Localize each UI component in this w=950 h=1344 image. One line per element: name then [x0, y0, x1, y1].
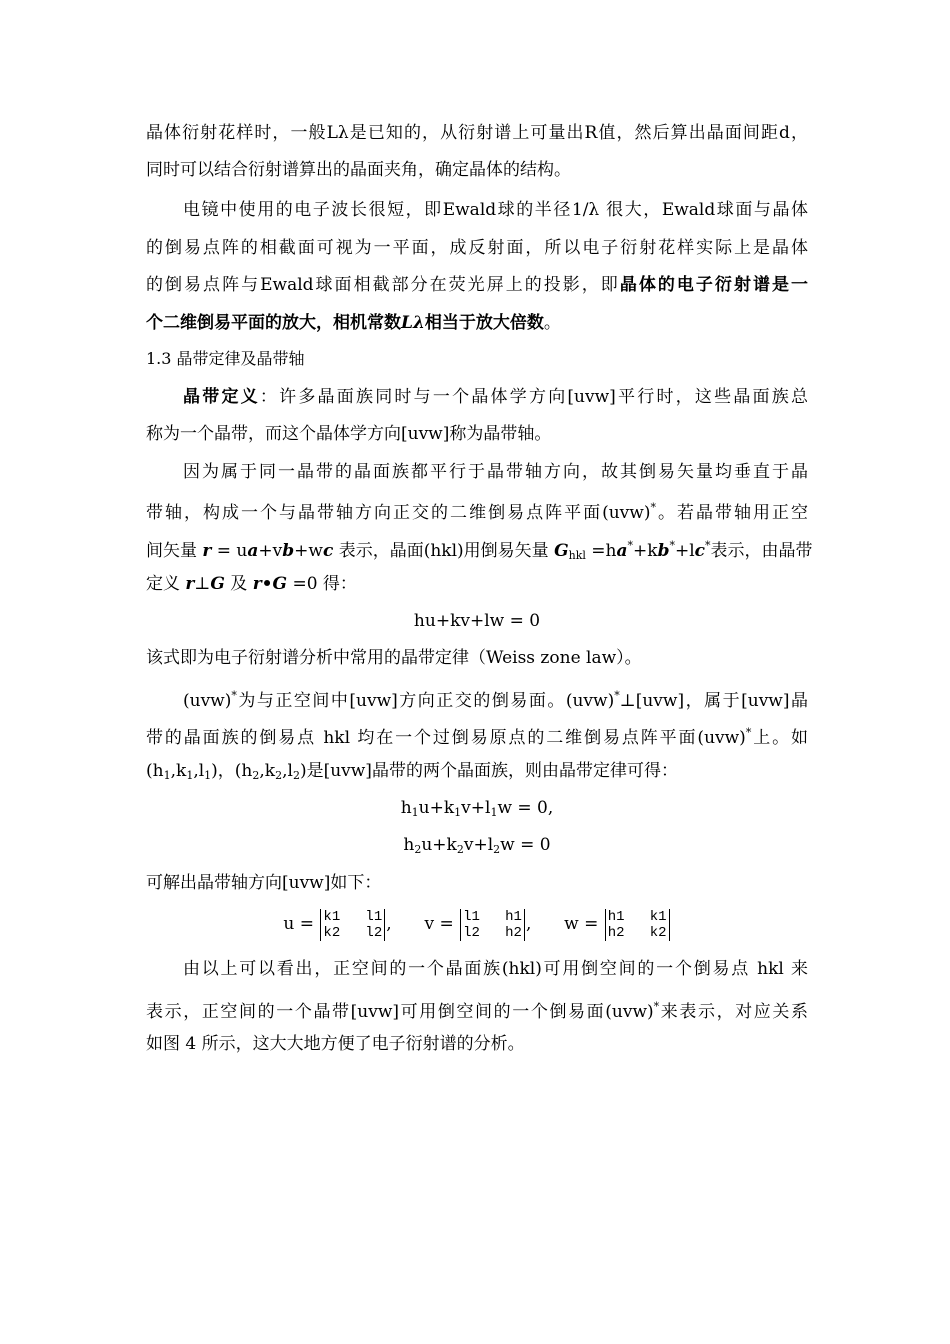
text-span: 为与正空间中[uvw]方向正交的倒易面。(uvw)	[236, 691, 615, 711]
paragraph-line	[146, 722, 808, 749]
text-span: 定义	[146, 574, 186, 594]
text-span: w = 0	[500, 835, 551, 855]
paragraph-line	[183, 386, 808, 408]
equation	[146, 797, 808, 824]
text-span: )，(h	[211, 761, 253, 781]
paragraph-line: 电镜中使用的电子波长很短，即Ewald球的半径1/λ 很大，Ewald球面与晶体	[183, 200, 808, 220]
vector-symbol: a	[247, 541, 259, 561]
paragraph-line: 因为属于同一晶带的晶面族都平行于晶带轴方向，故其倒易矢量均垂直于晶	[183, 462, 808, 482]
text-span: 来表示，对应关系	[659, 1002, 808, 1022]
text-span: v+l	[463, 835, 494, 855]
paragraph-line: 如图 4 所示，这大大地方便了电子衍射谱的分析。	[146, 1034, 525, 1054]
vector-symbol: r	[185, 574, 195, 594]
det-label: w =	[564, 914, 599, 934]
det-label: u =	[283, 914, 315, 934]
text-span: ,l	[282, 761, 293, 781]
paragraph-line	[146, 760, 808, 787]
text-span: 。	[543, 313, 561, 333]
superscript: *	[650, 501, 656, 514]
bold-text: 晶带定义	[183, 387, 260, 407]
text-span: 间矢量	[146, 541, 203, 561]
text-span: ⊥	[194, 574, 211, 594]
superscript: *	[745, 726, 752, 739]
paragraph-line: 的倒易点阵的相截面可视为一平面，成反射面，所以电子衍射花样实际上是晶体	[146, 238, 808, 258]
equation: hu+kv+lw = 0	[413, 611, 541, 631]
text-span: 带的晶面族的倒易点 hkl 均在一个过倒易原点的二维倒易点阵平面(uvw)	[146, 728, 746, 748]
det-row: k1 l1	[323, 908, 383, 925]
text-span: +l	[674, 541, 695, 561]
superscript: *	[653, 1000, 660, 1013]
vector-symbol: a	[616, 541, 628, 561]
det-row: l2 h2	[463, 924, 522, 941]
det-row: h1 k1	[607, 908, 667, 925]
subscript: 1	[411, 806, 419, 819]
bold-text: 个二维倒易平面的放大，相机常数	[146, 313, 401, 333]
text-span: h	[400, 798, 412, 818]
paragraph-line	[183, 685, 808, 712]
text-span: u+k	[418, 798, 455, 818]
comma: ,	[525, 914, 532, 934]
paragraph-line	[146, 535, 813, 567]
subscript: 2	[456, 843, 464, 856]
vector-symbol: r•G	[252, 574, 288, 594]
vector-symbol: r	[202, 541, 212, 561]
subscript: 2	[414, 843, 422, 856]
text-span: +k	[633, 541, 658, 561]
vector-symbol: b	[657, 541, 670, 561]
text-span: ：许多晶面族同时与一个晶体学方向[uvw]平行时，这些晶面族总	[259, 387, 808, 407]
text-span: (h	[146, 761, 164, 781]
determinant-v	[460, 909, 525, 941]
text-span: 表示，晶面(hkl)用倒易矢量	[333, 541, 555, 561]
text-span: )是[uvw]晶带的两个晶面族，则由晶带定律可得：	[299, 761, 678, 781]
determinant-u	[320, 909, 385, 941]
vector-symbol: G	[554, 541, 569, 561]
vector-symbol: c	[694, 541, 705, 561]
superscript: *	[231, 689, 237, 702]
paragraph-line: 由以上可以看出，正空间的一个晶面族(hkl)可用倒空间的一个倒易点 hkl 来	[183, 959, 808, 979]
text-span: v+l	[461, 798, 491, 818]
subscript: 1	[454, 806, 462, 819]
text-span: +w	[294, 541, 323, 561]
subscript: hkl	[568, 549, 586, 562]
subscript: 2	[493, 843, 501, 856]
text-span: ⊥[uvw]，属于[uvw]晶	[619, 691, 808, 711]
paragraph-line	[146, 274, 808, 296]
paragraph-line: 可解出晶带轴方向[uvw]如下：	[146, 873, 382, 893]
subscript: 1	[163, 769, 171, 782]
text-span: 。若晶带轴用正空	[655, 503, 808, 523]
section-heading: 1.3 晶带定律及晶带轴	[146, 349, 305, 368]
det-row: k2 l2	[323, 924, 383, 941]
text-span: w = 0,	[497, 798, 554, 818]
comma: ,	[386, 914, 392, 934]
text-span: ,k	[259, 761, 276, 781]
text-span: h	[403, 835, 415, 855]
vector-symbol: G	[210, 574, 225, 594]
paragraph-line	[146, 573, 808, 595]
text-span: 的倒易点阵与Ewald球面相截部分在荧光屏上的投影，即	[146, 275, 620, 295]
superscript: *	[669, 539, 675, 552]
text-span: 上。如	[751, 728, 808, 748]
bold-text: 相当于放大倍数	[424, 313, 544, 333]
superscript: *	[705, 539, 711, 552]
det-label: v =	[424, 914, 454, 934]
paragraph-line	[146, 312, 808, 334]
vector-symbol: b	[282, 541, 295, 561]
paragraph-line	[146, 996, 808, 1023]
superscript: *	[614, 689, 620, 702]
vector-symbol: c	[322, 541, 334, 561]
subscript: 1	[186, 769, 194, 782]
paragraph-line: 称为一个晶带，而这个晶体学方向[uvw]称为晶带轴。	[146, 424, 552, 444]
paragraph-line	[146, 497, 808, 524]
text-span: 及	[224, 574, 253, 594]
text-span: (uvw)	[183, 691, 232, 711]
text-span: ,k	[170, 761, 187, 781]
text-span: ,l	[193, 761, 205, 781]
det-row: l1 h1	[463, 908, 522, 925]
paragraph-line: 同时可以结合衍射谱算出的晶面夹角，确定晶体的结构。	[146, 160, 571, 180]
determinant-row	[146, 904, 808, 944]
determinant-w	[605, 909, 670, 941]
det-row: h2 k2	[607, 924, 667, 941]
text-span: 表示，正空间的一个晶带[uvw]可用倒空间的一个倒易面(uvw)	[146, 1002, 654, 1022]
subscript: 2	[275, 769, 283, 782]
superscript: *	[627, 539, 634, 552]
subscript: 2	[292, 769, 300, 782]
subscript: 1	[490, 806, 498, 819]
paragraph-line: 晶体衍射花样时，一般Lλ是已知的，从衍射谱上可量出R值，然后算出晶面间距d，	[146, 123, 808, 143]
text-span: +v	[258, 541, 283, 561]
equation	[146, 834, 808, 861]
paragraph-line: 该式即为电子衍射谱分析中常用的晶带定律（Weiss zone law）。	[146, 648, 642, 668]
bold-text: 晶体的电子衍射谱是一	[619, 275, 809, 295]
text-span: =0 得：	[287, 574, 357, 594]
subscript: 1	[204, 769, 212, 782]
subscript: 2	[252, 769, 260, 782]
text-span: u+k	[421, 835, 457, 855]
text-span: 带轴，构成一个与晶带轴方向正交的二维倒易点阵平面(uvw)	[146, 503, 651, 523]
bold-italic-text: Lλ	[401, 313, 425, 333]
text-span: 表示，由晶带	[710, 541, 813, 561]
text-span: = u	[211, 541, 248, 561]
text-span: =h	[585, 541, 617, 561]
